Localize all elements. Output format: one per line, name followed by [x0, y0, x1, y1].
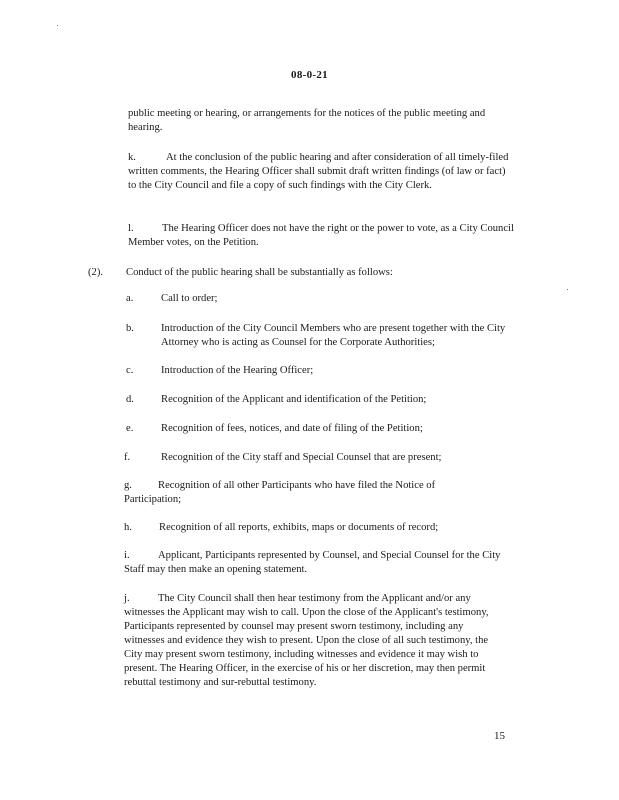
scan-speck	[567, 289, 568, 290]
step-e-text: Recognition of fees, notices, and date of filing of the Petition;	[161, 423, 423, 434]
step-b-label: b.	[126, 323, 134, 334]
document-number: 08-0-21	[291, 69, 328, 81]
section-2-label: (2).	[88, 267, 104, 278]
step-g-label: g.	[124, 480, 132, 491]
page-number: 15	[494, 730, 505, 742]
step-i-label: i.	[124, 550, 130, 561]
step-f-text: Recognition of the City staff and Special Counsel that are present;	[161, 452, 442, 463]
step-h-label: h.	[124, 522, 132, 533]
item-k-text: At the conclusion of the public hearing and after consideration of all timely-filed written comments, the Hearing Officer shall submit draft written findings (of law or fact) to the City Council and file a copy of such findings with the City Clerk.	[128, 152, 509, 191]
item-l-label: l.	[128, 223, 134, 234]
step-j	[124, 592, 502, 690]
step-c-text: Introduction of the Hearing Officer;	[161, 365, 314, 376]
step-e-label: e.	[126, 423, 134, 434]
step-j-label: j.	[124, 593, 130, 604]
step-b-text: Introduction of the City Council Members who are present together with the City Attorney who is acting as Counsel for the Corporate Authorities;	[161, 323, 506, 348]
step-f-label: f.	[124, 452, 131, 463]
item-l	[128, 222, 516, 250]
step-i	[124, 549, 508, 577]
step-i-text: Applicant, Participants represented by Counsel, and Special Counsel for the City Staff may then make an opening statement.	[124, 550, 501, 575]
section-2-text: Conduct of the public hearing shall be substantially as follows:	[126, 267, 393, 278]
step-h-text: Recognition of all reports, exhibits, maps or documents of record;	[159, 522, 439, 533]
step-c-label: c.	[126, 365, 134, 376]
item-l-text: The Hearing Officer does not have the right or the power to vote, as a City Council Member votes, on the Petition.	[128, 223, 514, 248]
step-a-text: Call to order;	[161, 293, 218, 304]
step-d-label: d.	[126, 394, 134, 405]
item-k-label: k.	[128, 152, 136, 163]
scan-speck	[57, 25, 58, 26]
step-d-text: Recognition of the Applicant and identification of the Petition;	[161, 394, 427, 405]
step-a-label: a.	[126, 293, 134, 304]
continuation-paragraph: public meeting or hearing, or arrangements for the notices of the public meeting and hearing.	[128, 108, 486, 133]
step-g-text: Recognition of all other Participants who have filed the Notice of Participation;	[124, 480, 436, 505]
step-j-text: The City Council shall then hear testimony from the Applicant and/or any witnesses the Applicant may wish to call. Upon the close of the Applicant's testimony, Participants represented by counsel may present sworn testimony, including any witnesses and evidence they wish to present. Upon the close of all such testimony, the City may present sworn testimony, including witnesses and evidence it may wish to present. The Hearing Officer, in the exercise of his or her discretion, may then permit rebuttal testimony and sur-rebuttal testimony.	[124, 593, 489, 688]
item-k	[128, 151, 514, 193]
step-g	[124, 479, 474, 507]
